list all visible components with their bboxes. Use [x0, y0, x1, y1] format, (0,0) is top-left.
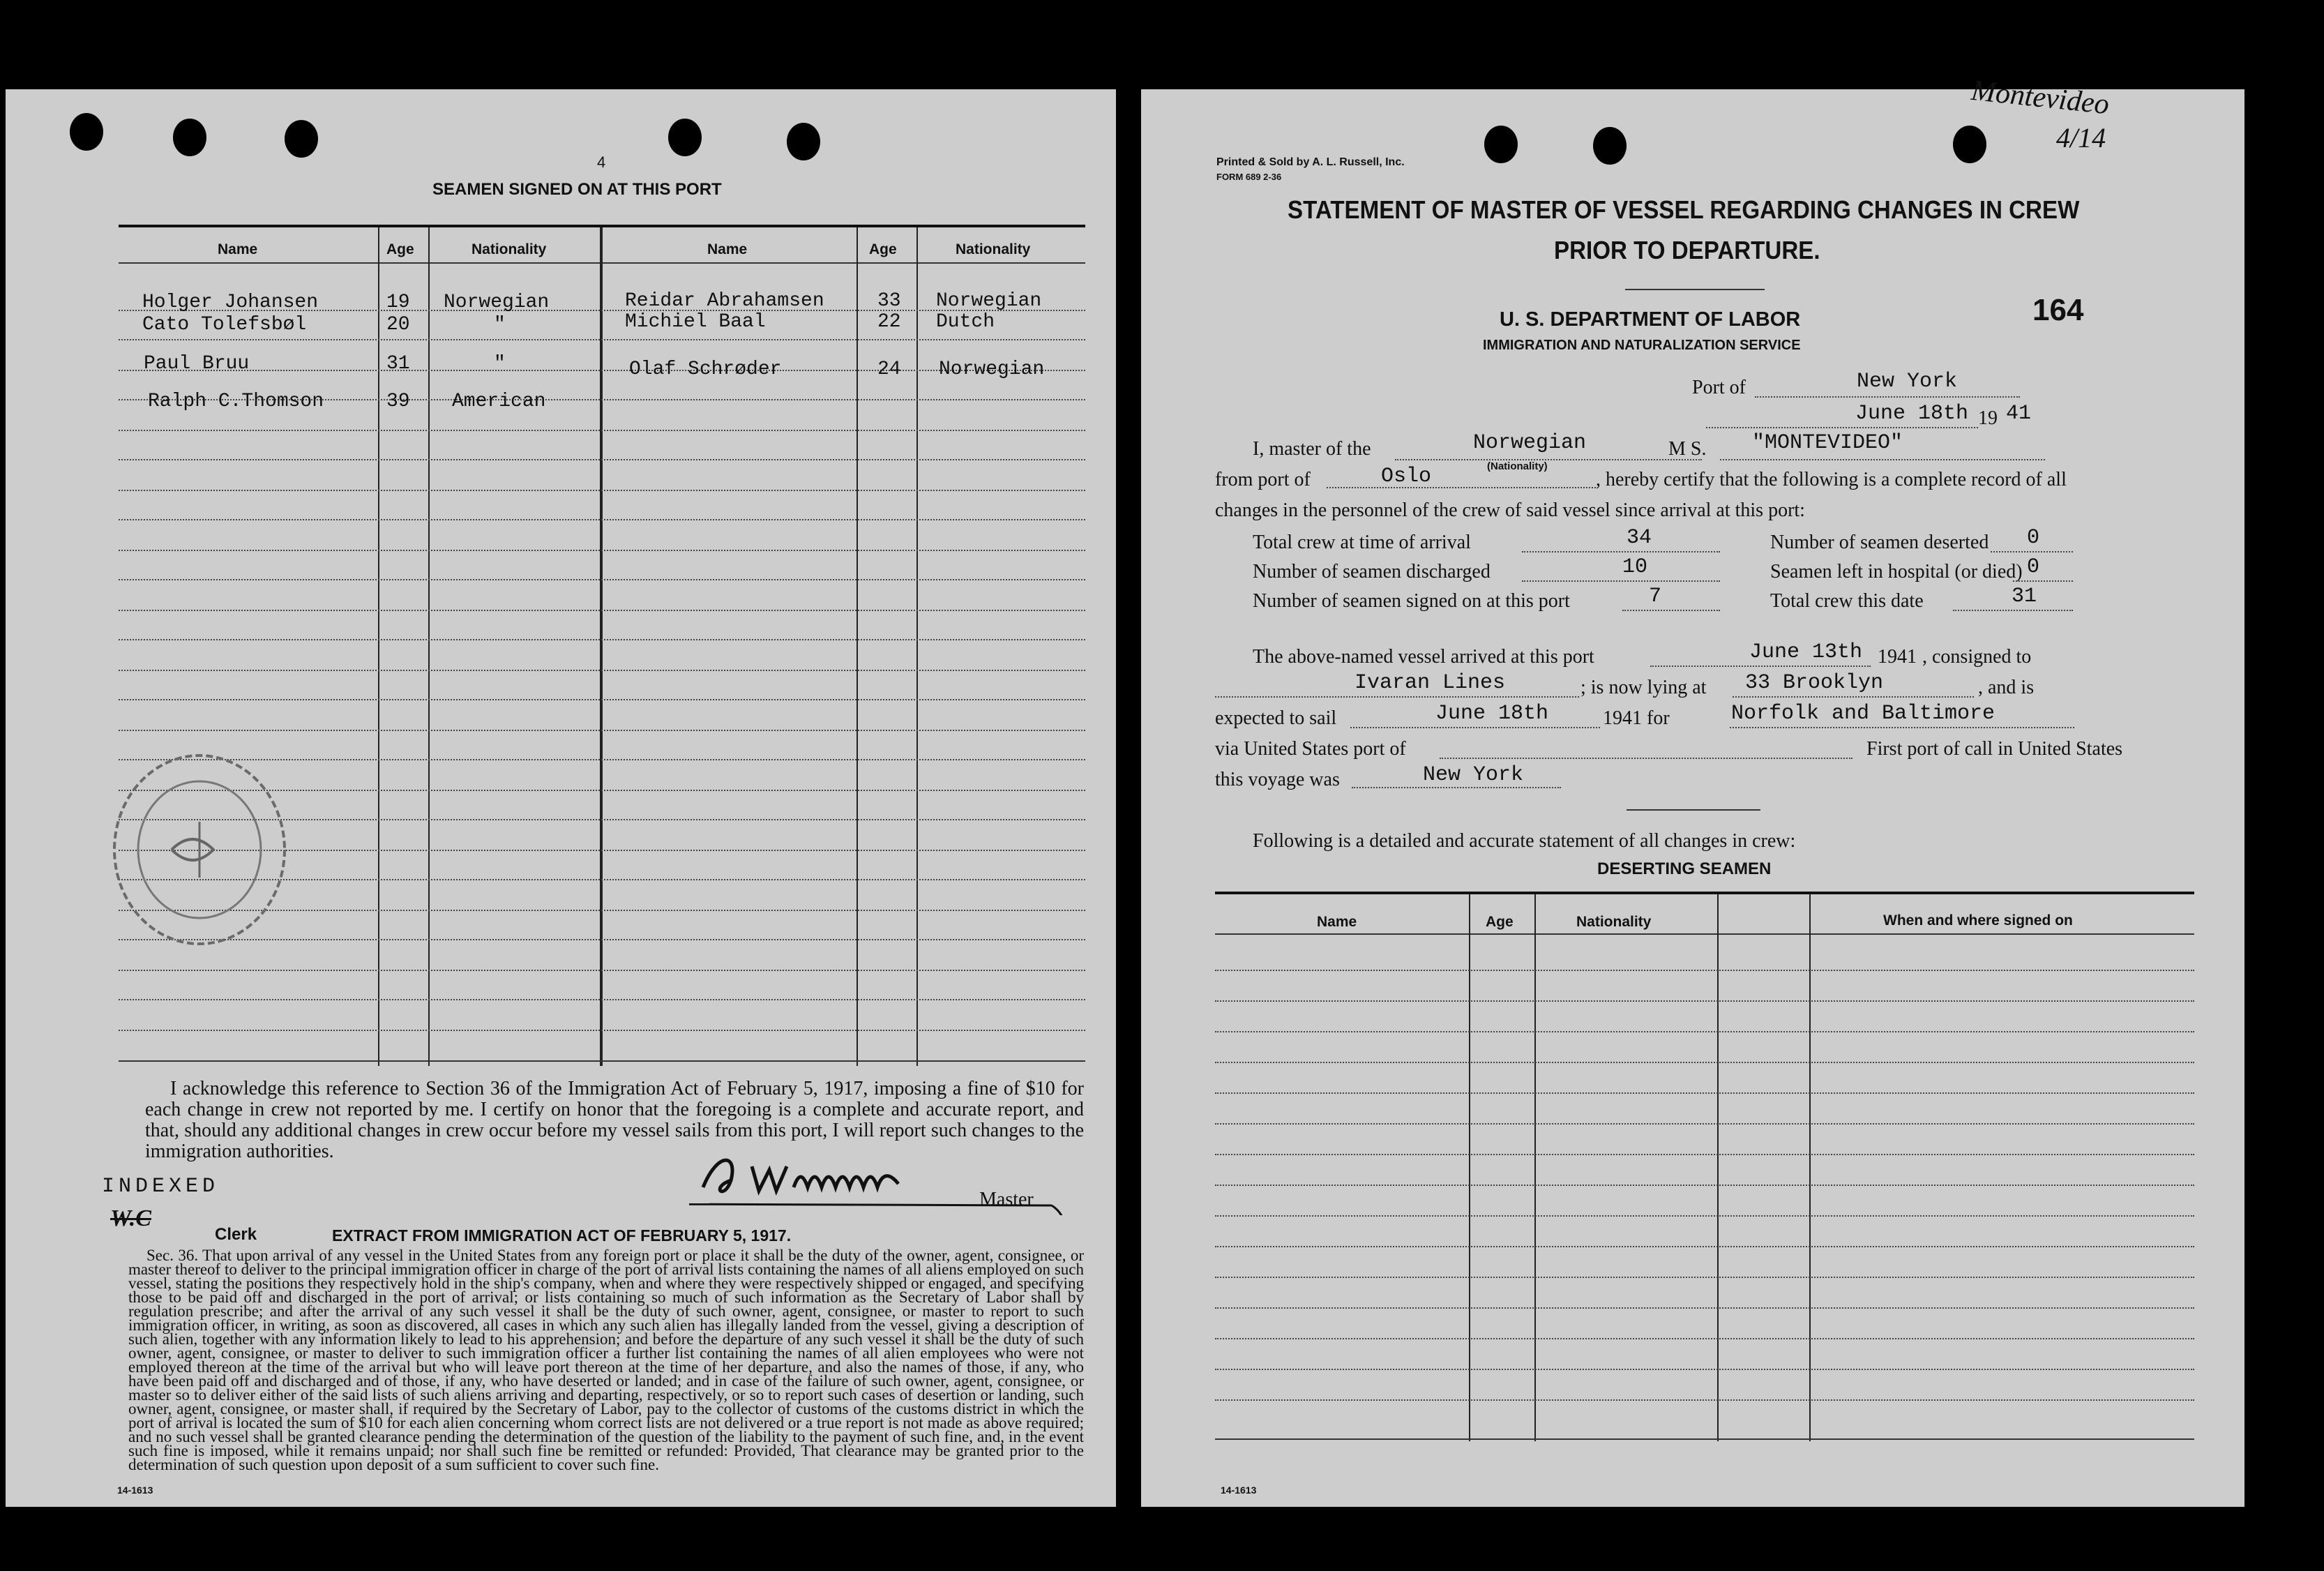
expected-label: expected to sail	[1215, 707, 1337, 729]
lying-label: ; is now lying at	[1580, 677, 1707, 698]
first-call-line	[1352, 787, 1561, 788]
deserted-count: 0	[2027, 526, 2040, 550]
crew-nationality: Norwegian	[936, 290, 1042, 312]
right-page	[1141, 74, 2244, 1507]
column-header-nationality: Nationality	[471, 241, 547, 257]
vessel-line	[1720, 459, 2045, 460]
section-rule	[1627, 809, 1760, 811]
signed-on-count: 7	[1649, 585, 1662, 608]
first-call-port: New York	[1423, 763, 1524, 787]
voyage-label: this voyage was	[1215, 769, 1340, 790]
pier: 33 Brooklyn	[1745, 671, 1884, 695]
department-name: U. S. DEPARTMENT OF LABOR	[1500, 308, 1801, 331]
printer-line: Printed & Sold by A. L. Russell, Inc.	[1216, 156, 1405, 168]
column-header-age: Age	[386, 241, 414, 257]
master-of-label: I, master of the	[1253, 438, 1371, 460]
acknowledgement-text: I acknowledge this reference to Section 36 of the Immigration Act of February 5, 1917, imposing a fine of $10 for each change in crew not reported by me. I certify on honor that the foregoing is a complete and accurate report, and that, should any additional changes in crew occur before my vessel sails from this port, I will report such changes to the immigration authorities.	[145, 1078, 1084, 1162]
total-crew-date-label: Total crew this date	[1770, 590, 1924, 612]
row-line	[1215, 1338, 2194, 1339]
via-line	[1440, 758, 1853, 759]
crew-age: 24	[877, 359, 901, 380]
document-number: 164	[2032, 293, 2084, 327]
consignee-line	[1215, 696, 1579, 698]
row-line	[119, 550, 1085, 551]
punch-hole	[1484, 126, 1518, 163]
extract-text: Sec. 36. That upon arrival of any vessel in the United States from any foreign port or place it shall be the duty of the owner, agent, consignee, or master thereof to deliver to the principal immigration officer in charge of the port of arrival lists containing the names of all aliens employed on such vessel, stating the positions they respectively hold in the ship's company, when and where they were respectively shipped or engaged, and specifying those to be paid off and discharged in the port of arrival; or lists containing so much of such information as the Secretary of Labor shall by regulation prescribe; and after the arrival of any such vessel it shall be the duty of such owner, agent, consignee, or master to report to such immigration officer, in writing, as soon as discovered, all cases in which any such alien has illegally landed from the vessel, giving a description of such alien, together with any information likely to lead to his apprehension; and before the departure of any such vessel it shall be the duty of such owner, agent, consignee, or master to deliver to such immigration officer a further list containing the names of all alien employees who were not employed thereon at the time of the arrival but who will leave port thereon at the time of her departure, and also the names of those, if any, who have been paid off and discharged and of those, if any, who have deserted or landed; and in case of the failure of such owner, agent, consignee, or master so to deliver either of the said lists of such aliens arriving and departing, respectively, or so to report such cases of desertion or landing, such owner, agent, consignee, or master shall, if required by the Secretary of Labor, pay to the collector of customs of the customs district in which the port of arrival is located the sum of $10 for each alien concerning whom correct lists are not delivered or a true report is not made as above required; and no such vessel shall be granted clearance pending the determination of the question of the liability to the payment of such fine, and, in the event such fine is imposed, while it remains unpaid; nor shall such fine be remitted or refunded: Provided, That clearance may be granted prior to the determination of such question upon deposit of a sum sufficient to cover such fine.	[128, 1247, 1084, 1473]
stat-line	[1622, 610, 1720, 611]
form-code: 14-1613	[1221, 1484, 1257, 1496]
stat-line	[1991, 551, 2073, 553]
crew-nationality: Norwegian	[939, 359, 1045, 380]
crew-name: Michiel Baal	[625, 311, 766, 333]
punch-hole	[1593, 127, 1627, 165]
row-line	[119, 610, 1085, 611]
handwritten-fraction: 4/14	[2056, 122, 2106, 153]
date-line	[1706, 427, 1978, 428]
nationality-line	[1395, 459, 1702, 460]
row-line	[1215, 1277, 2194, 1278]
stat-line	[1522, 551, 1720, 553]
arrived-year: 1941	[1878, 646, 1917, 668]
crew-name: Holger Johansen	[142, 292, 319, 313]
total-crew-date: 31	[2012, 585, 2037, 608]
form-title: STATEMENT OF MASTER OF VESSEL REGARDING CHANGES IN CREW	[1288, 195, 2080, 224]
following-label: Following is a detailed and accurate statement of all changes in crew:	[1253, 830, 1796, 852]
seal-stamp-icon	[88, 689, 311, 968]
stat-line	[1953, 610, 2073, 611]
crew-nationality: Dutch	[936, 311, 995, 333]
arrived-line	[1650, 666, 1871, 667]
master-label: Master	[979, 1189, 1034, 1210]
total-crew-arrival-label: Total crew at time of arrival	[1253, 532, 1471, 553]
column-header-name: Name	[218, 241, 258, 257]
indexed-stamp: INDEXED	[102, 1175, 220, 1198]
arrived-label: The above-named vessel arrived at this port	[1253, 646, 1594, 668]
row-line	[1215, 970, 2194, 971]
pier-line	[1733, 696, 1974, 698]
sail-year-for: 1941 for	[1603, 707, 1670, 729]
clerk-label: Clerk	[215, 1225, 257, 1244]
row-line	[1215, 1154, 2194, 1155]
row-line	[1215, 1062, 2194, 1063]
column-header-age: Age	[1486, 914, 1514, 930]
deserting-table-top	[1215, 892, 2194, 894]
discharged-label: Number of seamen discharged	[1253, 561, 1491, 582]
total-crew-arrival: 34	[1627, 526, 1652, 550]
row-line	[1215, 1246, 2194, 1247]
port-line	[1755, 396, 2020, 398]
row-line	[119, 490, 1085, 491]
crew-age: 22	[877, 311, 901, 333]
form-subtitle: PRIOR TO DEPARTURE.	[1554, 236, 1820, 264]
year-suffix: 41	[2006, 402, 2032, 426]
column-header-age: Age	[869, 241, 897, 257]
via-label: via United States port of	[1215, 738, 1406, 760]
crew-age: 33	[877, 290, 901, 312]
year-prefix: 19	[1978, 407, 1998, 429]
stat-line	[1522, 580, 1720, 582]
col-divider	[1809, 894, 1811, 1441]
title-rule	[1625, 289, 1765, 290]
crew-age: 31	[386, 353, 410, 375]
vessel-prefix: M S.	[1668, 438, 1707, 460]
crew-nationality: American	[452, 391, 546, 412]
certify-text-2: changes in the personnel of the crew of said vessel since arrival at this port:	[1215, 499, 1805, 521]
date-value: June 18th	[1855, 402, 1969, 426]
row-line	[1215, 1092, 2194, 1094]
form-code: 14-1613	[117, 1484, 153, 1496]
nationality-caption: (Nationality)	[1487, 460, 1548, 472]
section-title: SEAMEN SIGNED ON AT THIS PORT	[432, 180, 722, 199]
deserting-table-bottom	[1215, 1438, 2194, 1440]
row-line	[119, 970, 1085, 971]
discharged-count: 10	[1622, 555, 1648, 579]
crew-age: 39	[386, 391, 410, 412]
punch-hole	[668, 119, 702, 156]
crew-name: Cato Tolefsbøl	[142, 314, 307, 336]
row-line	[119, 579, 1085, 580]
first-call-label: First port of call in United States	[1866, 738, 2123, 760]
punch-hole	[285, 120, 318, 158]
crew-age: 19	[386, 292, 410, 313]
crew-name: Reidar Abrahamsen	[625, 290, 824, 312]
column-header-nationality: Nationality	[956, 241, 1031, 257]
col-divider	[1469, 894, 1470, 1441]
column-header-when-where: When and where signed on	[1883, 912, 2073, 929]
from-port-label: from port of	[1215, 469, 1311, 490]
row-line	[119, 639, 1085, 640]
deserted-label: Number of seamen deserted	[1770, 532, 1989, 553]
destination: Norfolk and Baltimore	[1731, 702, 1995, 726]
row-line	[1215, 1031, 2194, 1032]
row-line	[119, 1030, 1085, 1031]
crew-name: Olaf Schrøder	[629, 359, 782, 380]
sail-date: June 18th	[1435, 702, 1549, 726]
sail-line	[1350, 727, 1600, 728]
row-line	[1215, 1307, 2194, 1309]
signed-on-label: Number of seamen signed on at this port	[1253, 590, 1570, 612]
row-line	[1215, 1123, 2194, 1125]
crew-name: Paul Bruu	[144, 353, 250, 375]
column-header-nationality: Nationality	[1576, 914, 1652, 930]
hospital-label: Seamen left in hospital (or died)	[1770, 561, 2023, 582]
col-divider	[1534, 894, 1536, 1441]
row-line	[1215, 1369, 2194, 1370]
row-line	[119, 430, 1085, 431]
punch-hole	[173, 119, 206, 156]
certify-text: , hereby certify that the following is a complete record of all	[1596, 469, 2067, 490]
row-line	[1215, 1185, 2194, 1186]
from-port-line	[1327, 487, 1596, 488]
consignee: Ivaran Lines	[1355, 671, 1506, 695]
vessel-name: "MONTEVIDEO"	[1752, 431, 1903, 455]
deserting-title: DESERTING SEAMEN	[1597, 859, 1772, 878]
punch-hole	[787, 123, 820, 160]
hospital-count: 0	[2027, 555, 2040, 579]
column-header-name: Name	[1317, 914, 1357, 930]
crew-age: 20	[386, 314, 410, 336]
extract-title: EXTRACT FROM IMMIGRATION ACT OF FEBRUARY 5, 1917.	[332, 1226, 792, 1245]
punch-hole	[70, 113, 103, 151]
row-line	[119, 519, 1085, 520]
row-line	[119, 999, 1085, 1000]
nationality-value: Norwegian	[1473, 431, 1587, 455]
row-line	[1215, 1000, 2194, 1002]
crew-nationality: "	[494, 314, 506, 336]
form-number: FORM 689 2-36	[1216, 172, 1282, 182]
deserting-header-rule	[1215, 933, 2194, 935]
page-number: 4	[597, 153, 606, 171]
col-divider	[1717, 894, 1719, 1441]
row-line	[119, 339, 1085, 340]
stat-line	[2013, 580, 2073, 582]
clerk-initials: W.C	[110, 1205, 151, 1231]
row-line	[119, 670, 1085, 671]
table-bottom-rule	[119, 1060, 1085, 1062]
port-label: Port of	[1692, 377, 1746, 398]
punch-hole	[1953, 126, 1986, 163]
port-value: New York	[1857, 370, 1958, 393]
crew-nationality: "	[494, 353, 506, 375]
and-is: , and is	[1978, 677, 2035, 698]
service-name: IMMIGRATION AND NATURALIZATION SERVICE	[1483, 338, 1801, 353]
row-line	[1215, 1215, 2194, 1217]
left-page	[6, 89, 1116, 1507]
crew-name: Ralph C.Thomson	[148, 391, 324, 412]
destination-line	[1730, 727, 2074, 728]
from-port-value: Oslo	[1381, 465, 1432, 488]
row-line	[119, 459, 1085, 460]
crew-nationality: Norwegian	[444, 292, 550, 313]
row-line	[1215, 1399, 2194, 1401]
column-header-name: Name	[707, 241, 748, 257]
handwritten-note: Montevideo	[1970, 74, 2111, 121]
arrived-date: June 13th	[1749, 640, 1863, 664]
consigned-label: , consigned to	[1922, 646, 2032, 668]
